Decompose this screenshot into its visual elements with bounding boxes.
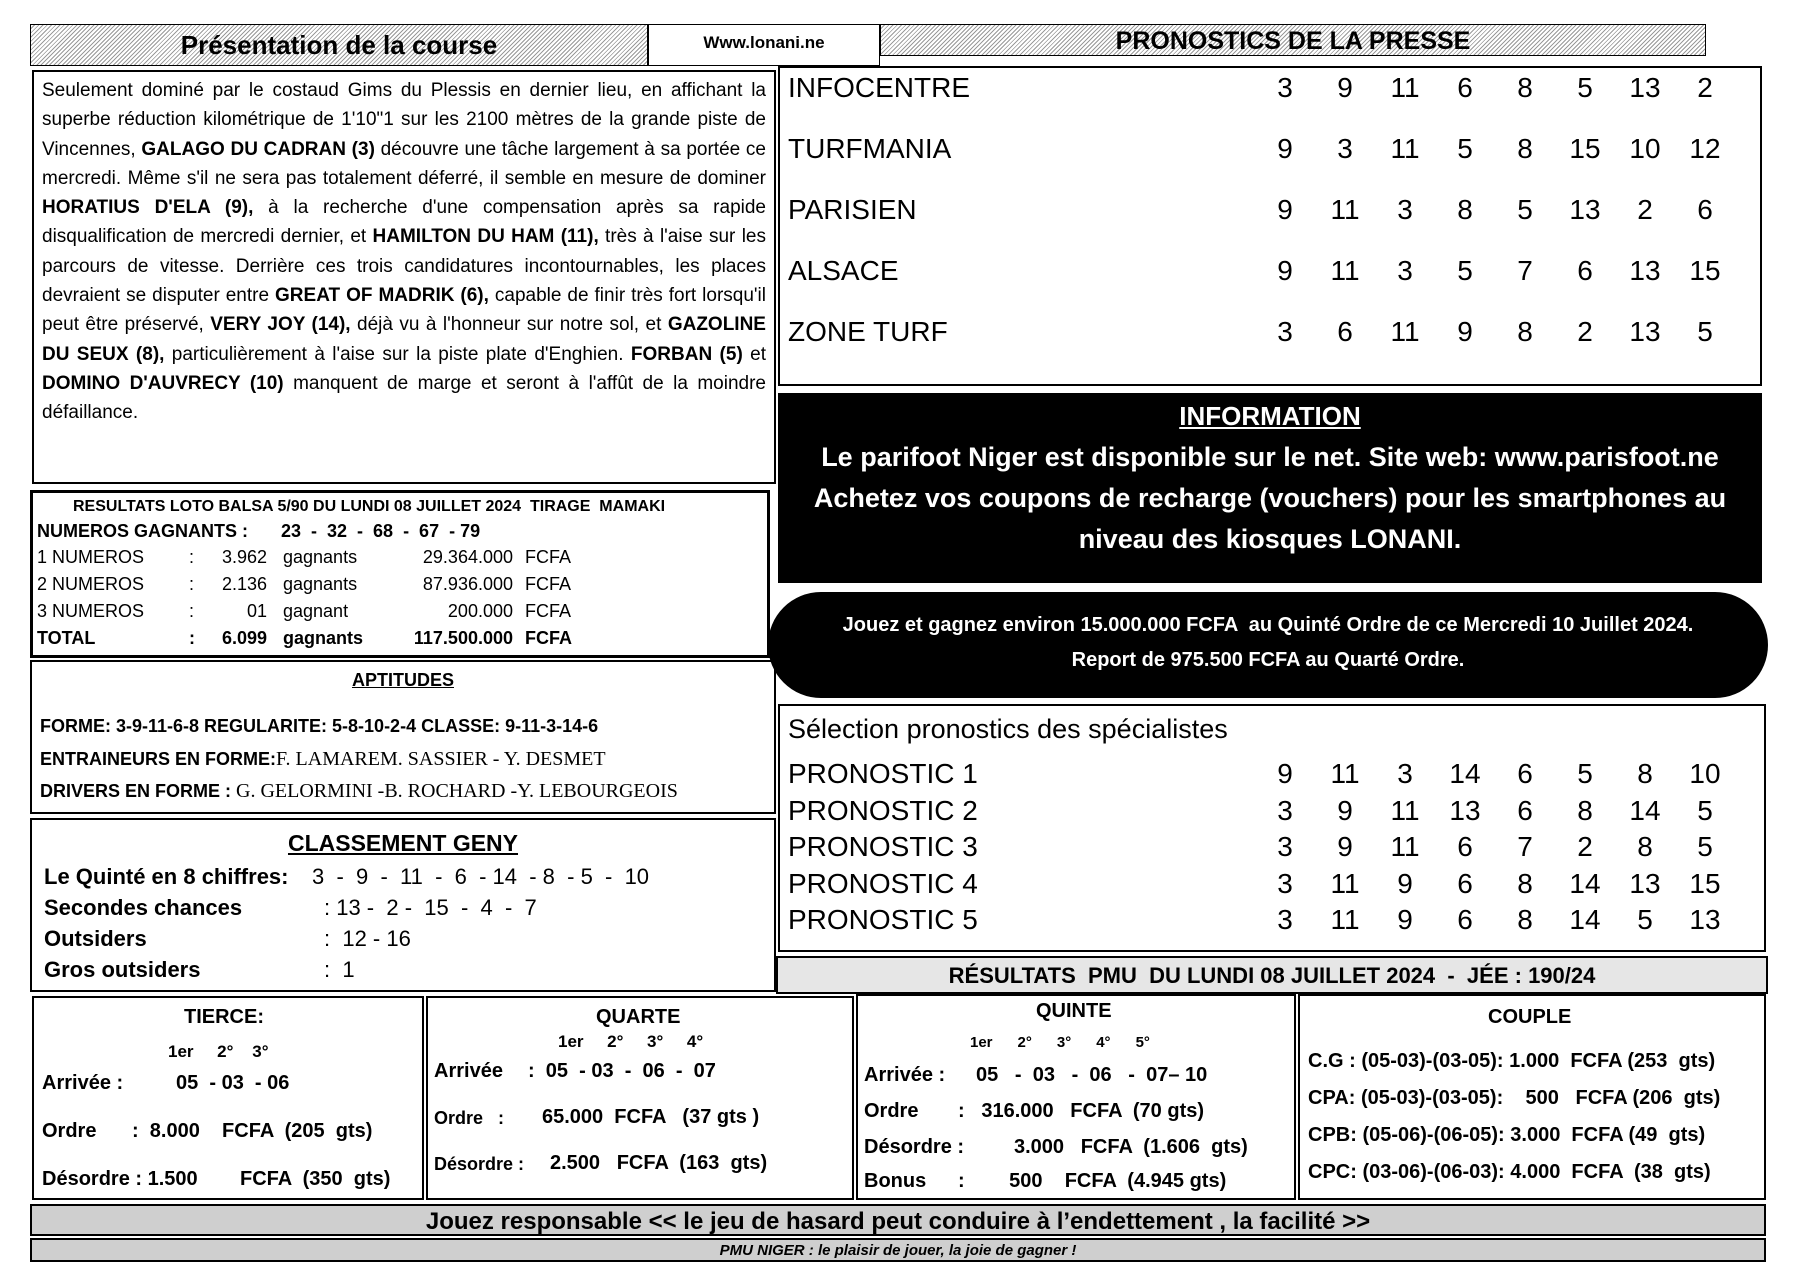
horse-name: DOMINO D'AUVRECY (10) <box>42 372 284 394</box>
horse-number: 9 <box>1397 867 1413 899</box>
responsible-banner <box>30 1204 1766 1236</box>
horse-number: 6 <box>1457 904 1473 935</box>
specialist-row <box>780 758 1764 798</box>
horse-number: 15 <box>1689 867 1721 899</box>
quinte-box <box>856 994 1296 1200</box>
information-box <box>778 393 1762 583</box>
quinte-places: 1er 2° 3° 4° 5° <box>970 1034 1150 1051</box>
loto-amount: 87.936.000 <box>422 574 513 594</box>
horse-number: 13 <box>1689 904 1721 935</box>
quinte-arrivee: 05 - 03 - 06 - 07– 10 <box>976 1064 1208 1086</box>
horse-number: 2 <box>1697 72 1713 103</box>
specialist-row-label: PRONOSTIC 1 <box>788 758 978 789</box>
horse-number: 3 <box>1277 72 1293 103</box>
horse-number: 14 <box>1629 794 1661 826</box>
horse-number: 5 <box>1457 255 1473 286</box>
specialists-title: Sélection pronostics des spécialistes <box>788 714 1228 744</box>
specialist-row <box>780 795 1764 835</box>
loto-label: 2 NUMEROS <box>37 574 145 594</box>
horse-number: 5 <box>1577 758 1593 789</box>
couple-row: CPC: (03-06)-(06-03): 4.000 FCFA (38 gts) <box>1308 1161 1711 1183</box>
quinte-desordre-label: Désordre : <box>864 1136 965 1158</box>
horse-number: 9 <box>1277 255 1293 286</box>
presentation-text <box>34 76 774 428</box>
horse-name: HAMILTON DU HAM (11), <box>372 226 599 248</box>
specialist-row-label: PRONOSTIC 2 <box>788 794 978 826</box>
text-run: capable de finir très fort lorsqu'il peut être préservé, <box>42 285 767 336</box>
horse-number: 2 <box>1577 831 1593 862</box>
specialist-row <box>780 831 1764 871</box>
horse-number: 13 <box>1629 255 1661 286</box>
horse-number: 9 <box>1277 758 1293 789</box>
horse-number: 8 <box>1637 831 1653 862</box>
horse-number: 8 <box>1577 794 1593 826</box>
classement-label: Gros outsiders <box>44 957 201 982</box>
press-pronostics-box <box>778 66 1762 386</box>
horse-number: 3 <box>1277 831 1293 862</box>
entraineurs-names: F. LAMAREM. SASSIER - Y. DESMET <box>276 748 606 770</box>
horse-number: 6 <box>1517 794 1533 826</box>
horse-number: 3 <box>1277 316 1293 347</box>
quarte-arrivee-label: Arrivée <box>434 1060 503 1082</box>
press-header <box>880 24 1706 56</box>
responsible-text: Jouez responsable << le jeu de hasard peut conduire à l’endettement , la facilité >> <box>425 1208 1371 1235</box>
horse-number: 2 <box>1577 316 1593 347</box>
tierce-places: 1er 2° 3° <box>168 1042 269 1061</box>
classement-label: Le Quinté en 8 chiffres: <box>44 864 289 889</box>
horse-number: 8 <box>1637 758 1653 789</box>
couple-row: C.G : (05-03)-(03-05): 1.000 FCFA (253 gts) <box>1308 1050 1716 1072</box>
horse-number: 11 <box>1330 194 1360 225</box>
jackpot-banner <box>768 592 1768 698</box>
specialist-row-label: PRONOSTIC 4 <box>788 867 978 899</box>
horse-name: VERY JOY (14), <box>210 314 351 336</box>
horse-number: 3 <box>1397 255 1413 286</box>
classement-box <box>30 818 776 992</box>
loto-amount: 200.000 <box>447 601 513 621</box>
horse-number: 6 <box>1457 72 1473 103</box>
horse-number: 9 <box>1337 794 1353 826</box>
horse-name: GAZOLINE DU SEUX (8), <box>42 314 766 365</box>
loto-cur: FCFA <box>525 601 572 621</box>
horse-number: 13 <box>1629 867 1661 899</box>
text-run: très à l'aise sur les parcours de vitesse. Derrière ces trois candidatures incontournables, les places devraient se disputer entre <box>42 226 766 307</box>
loto-cur: FCFA <box>525 547 572 567</box>
loto-cur: FCFA <box>525 574 572 594</box>
horse-number: 9 <box>1337 72 1353 103</box>
horse-number: 11 <box>1390 133 1420 164</box>
horse-number: 13 <box>1449 794 1481 826</box>
quinte-desordre: 3.000 FCFA (1.606 gts) <box>1014 1136 1248 1158</box>
pmu-results-header <box>776 956 1768 994</box>
tierce-title: TIERCE: <box>184 1006 264 1028</box>
couple-box <box>1298 994 1766 1200</box>
horse-number: 6 <box>1577 255 1593 286</box>
classement-value: : 12 - 16 <box>324 926 411 951</box>
quinte-title: QUINTE <box>1036 1000 1112 1022</box>
quarte-arrivee: : 05 - 03 - 06 - 07 <box>528 1060 716 1082</box>
horse-number: 15 <box>1689 255 1721 286</box>
horse-number: 3 <box>1397 194 1413 225</box>
press-row <box>780 255 1760 295</box>
tierce-desordre-label: Désordre : 1.500 <box>42 1168 198 1190</box>
information-title: INFORMATION <box>1179 401 1361 431</box>
horse-number: 8 <box>1517 72 1533 103</box>
loto-count: 3.962 <box>221 547 267 567</box>
horse-number: 5 <box>1697 316 1713 347</box>
text-run: manquent de marge et seront à l'affût de la moindre défaillance. <box>42 372 766 424</box>
horse-number: 9 <box>1397 904 1413 935</box>
horse-number: 6 <box>1337 316 1353 347</box>
horse-number: 3 <box>1277 867 1293 899</box>
horse-number: 3 <box>1277 904 1293 935</box>
text-run: Seulement dominé par le costaud Gims du Plessis en dernier lieu, en affichant la superbe réduction kilométrique de 1'10"1 sur les 2100 mètres de la grande piste de Vincennes, <box>42 80 766 160</box>
press-row <box>780 72 1760 112</box>
press-title: PRONOSTICS DE LA PRESSE <box>1115 27 1471 55</box>
couple-title: COUPLE <box>1488 1006 1572 1028</box>
aptitudes-drivers: DRIVERS EN FORME : G. GELORMINI -B. ROCHARD -Y. LEBOURGEOIS <box>40 780 678 802</box>
horse-number: 8 <box>1457 194 1473 225</box>
horse-number: 6 <box>1517 758 1533 789</box>
loto-word: gagnants <box>283 547 358 567</box>
text-run: particulièrement à l'aise sur la piste plate d'Enghien. <box>164 343 631 365</box>
loto-box <box>30 490 770 658</box>
horse-number: 11 <box>1330 904 1360 935</box>
presentation-header <box>30 24 648 66</box>
loto-amount: 117.500.000 <box>413 628 513 648</box>
horse-number: 11 <box>1330 758 1360 789</box>
quarte-places: 1er 2° 3° 4° <box>558 1032 704 1051</box>
loto-label: 3 NUMEROS <box>37 601 145 621</box>
presentation-box <box>32 70 776 484</box>
horse-number: 10 <box>1689 758 1721 789</box>
horse-number: 9 <box>1337 831 1353 862</box>
horse-number: 3 <box>1277 794 1293 826</box>
classement-title: CLASSEMENT GENY <box>287 830 519 856</box>
horse-name: FORBAN (5) <box>630 343 743 365</box>
separator: : <box>189 601 195 621</box>
horse-number: 3 <box>1337 133 1353 164</box>
specialist-row-label: PRONOSTIC 5 <box>788 904 978 935</box>
classement-label: Secondes chances <box>44 895 243 920</box>
couple-row: CPA: (05-03)-(03-05): 500 FCFA (206 gts) <box>1308 1087 1721 1109</box>
drivers-names: G. GELORMINI -B. ROCHARD -Y. LEBOURGEOIS <box>236 780 678 802</box>
specialist-row <box>780 904 1764 944</box>
horse-number: 12 <box>1689 133 1721 164</box>
horse-number: 5 <box>1577 72 1593 103</box>
tierce-ordre-label: Ordre <box>42 1120 97 1142</box>
loto-count: 6.099 <box>221 628 267 648</box>
horse-number: 13 <box>1629 72 1661 103</box>
tierce-arrivee-label: Arrivée : <box>42 1072 124 1094</box>
horse-number: 6 <box>1457 867 1473 899</box>
quinte-arrivee-label: Arrivée : <box>864 1064 946 1086</box>
horse-name: HORATIUS D'ELA (9), <box>42 197 254 219</box>
classement-value: 3 - 9 - 11 - 6 - 14 - 8 - 5 - 10 <box>312 864 650 889</box>
quinte-bonus: : 500 FCFA (4.945 gts) <box>958 1170 1227 1192</box>
loto-winning-numbers: 23 - 32 - 68 - 67 - 79 <box>281 521 481 541</box>
loto-word: gagnant <box>283 601 349 621</box>
horse-number: 9 <box>1277 133 1293 164</box>
horse-number: 8 <box>1517 133 1533 164</box>
horse-number: 5 <box>1457 133 1473 164</box>
press-row-label: TURFMANIA <box>788 133 952 164</box>
loto-word: gagnants <box>283 574 358 594</box>
quarte-ordre: 65.000 FCFA (37 gts ) <box>542 1106 760 1128</box>
press-row <box>780 194 1760 234</box>
horse-number: 11 <box>1390 794 1420 826</box>
loto-count: 2.136 <box>221 574 267 594</box>
horse-number: 7 <box>1517 255 1533 286</box>
tierce-arrivee: 05 - 03 - 06 <box>176 1072 290 1094</box>
horse-number: 3 <box>1397 758 1413 789</box>
press-row-label: INFOCENTRE <box>788 72 970 103</box>
horse-number: 8 <box>1517 316 1533 347</box>
horse-number: 11 <box>1330 867 1360 899</box>
website-box <box>648 24 880 66</box>
presentation-title: Présentation de la course <box>180 30 498 60</box>
horse-number: 11 <box>1390 316 1420 347</box>
loto-label: 1 NUMEROS <box>37 547 145 567</box>
text-run: à la recherche d'une compensation après sa rapide disqualification de mercredi dernier, et <box>42 197 766 248</box>
quinte-bonus-label: Bonus <box>864 1170 927 1192</box>
horse-number: 10 <box>1629 133 1661 164</box>
specialist-row-label: PRONOSTIC 3 <box>788 831 978 862</box>
specialist-row <box>780 868 1764 908</box>
couple-row: CPB: (05-06)-(06-05): 3.000 FCFA (49 gts) <box>1308 1124 1706 1146</box>
slogan-text: PMU NIGER : le plaisir de jouer, la joie de gagner ! <box>719 1242 1077 1259</box>
press-row-label: ALSACE <box>788 255 899 286</box>
press-row-label: ZONE TURF <box>788 316 948 347</box>
horse-number: 7 <box>1517 831 1533 862</box>
horse-number: 11 <box>1390 72 1420 103</box>
horse-number: 11 <box>1330 255 1360 286</box>
text-run: et <box>742 343 766 365</box>
horse-number: 14 <box>1449 758 1481 789</box>
horse-number: 14 <box>1569 867 1601 899</box>
tierce-ordre: : 8.000 FCFA (205 gts) <box>132 1120 373 1142</box>
horse-number: 15 <box>1569 133 1601 164</box>
classement-value: : 13 - 2 - 15 - 4 - 7 <box>324 895 537 920</box>
pmu-results-title: RÉSULTATS PMU DU LUNDI 08 JUILLET 2024 - JÉE : 190/24 <box>948 963 1596 988</box>
separator: : <box>189 547 195 567</box>
loto-cur: FCFA <box>525 628 572 648</box>
press-row-label: PARISIEN <box>788 194 917 225</box>
quarte-title: QUARTE <box>596 1006 681 1028</box>
horse-number: 11 <box>1390 831 1420 862</box>
horse-number: 6 <box>1457 831 1473 862</box>
horse-number: 8 <box>1517 904 1533 935</box>
jackpot-line2: Report de 975.500 FCFA au Quarté Ordre. <box>1071 649 1465 671</box>
horse-number: 9 <box>1457 316 1473 347</box>
horse-number: 5 <box>1697 794 1713 826</box>
loto-title: RESULTATS LOTO BALSA 5/90 DU LUNDI 08 JUILLET 2024 TIRAGE MAMAKI <box>73 498 666 515</box>
quarte-desordre: 2.500 FCFA (163 gts) <box>550 1152 768 1174</box>
horse-number: 5 <box>1697 831 1713 862</box>
horse-name: GALAGO DU CADRAN (3) <box>141 138 375 160</box>
tierce-box <box>32 996 424 1200</box>
aptitudes-forme: FORME: 3-9-11-6-8 REGULARITE: 5-8-10-2-4 CLASSE: 9-11-3-14-6 <box>40 716 599 736</box>
text-run: déjà vu à l'honneur sur notre sol, et <box>350 314 668 336</box>
press-row <box>780 316 1760 356</box>
jackpot-line1: Jouez et gagnez environ 15.000.000 FCFA au Quinté Ordre de ce Mercredi 10 Juillet 2024. <box>842 614 1694 636</box>
quarte-box <box>426 996 854 1200</box>
aptitudes-box <box>30 660 776 814</box>
horse-number: 8 <box>1517 867 1533 899</box>
horse-number: 2 <box>1637 194 1653 225</box>
press-row <box>780 133 1760 173</box>
text-run: découvre une tâche largement à sa portée ce mercredi. Même s'il ne sera pas totalement déferré, il semble en mesure de dominer <box>42 138 766 189</box>
information-line1: Le parifoot Niger est disponible sur le net. Site web: www.parisfoot.ne <box>821 442 1719 472</box>
information-line2: Achetez vos coupons de recharge (vouchers) pour les smartphones au <box>813 483 1727 513</box>
aptitudes-title: APTITUDES <box>351 670 454 690</box>
classement-label: Outsiders <box>44 926 147 951</box>
quinte-ordre: : 316.000 FCFA (70 gts) <box>958 1100 1205 1122</box>
horse-name: GREAT OF MADRIK (6), <box>275 285 489 307</box>
information-line3: niveau des kiosques LONANI. <box>1078 524 1462 554</box>
horse-number: 14 <box>1569 904 1601 935</box>
horse-number: 9 <box>1277 194 1293 225</box>
separator: : <box>189 628 195 648</box>
loto-winning-label: NUMEROS GAGNANTS : <box>37 521 248 541</box>
horse-number: 13 <box>1569 194 1601 225</box>
aptitudes-entraineurs: ENTRAINEURS EN FORME:F. LAMAREM. SASSIER - Y. DESMET <box>40 748 606 770</box>
specialists-box <box>778 704 1766 952</box>
website-link[interactable]: Www.lonani.ne <box>703 33 825 52</box>
loto-amount: 29.364.000 <box>422 547 513 567</box>
quarte-desordre-label: Désordre : <box>434 1154 525 1174</box>
quarte-ordre-label: Ordre : <box>434 1108 505 1128</box>
loto-label: TOTAL <box>37 628 96 648</box>
slogan-banner <box>30 1238 1766 1262</box>
horse-number: 5 <box>1637 904 1653 935</box>
loto-count: 01 <box>246 601 267 621</box>
horse-number: 6 <box>1697 194 1713 225</box>
separator: : <box>189 574 195 594</box>
loto-word: gagnants <box>283 628 364 648</box>
classement-value: : 1 <box>324 957 355 982</box>
horse-number: 5 <box>1517 194 1533 225</box>
quinte-ordre-label: Ordre <box>864 1100 919 1122</box>
tierce-desordre: FCFA (350 gts) <box>240 1168 391 1190</box>
horse-number: 13 <box>1629 316 1661 347</box>
